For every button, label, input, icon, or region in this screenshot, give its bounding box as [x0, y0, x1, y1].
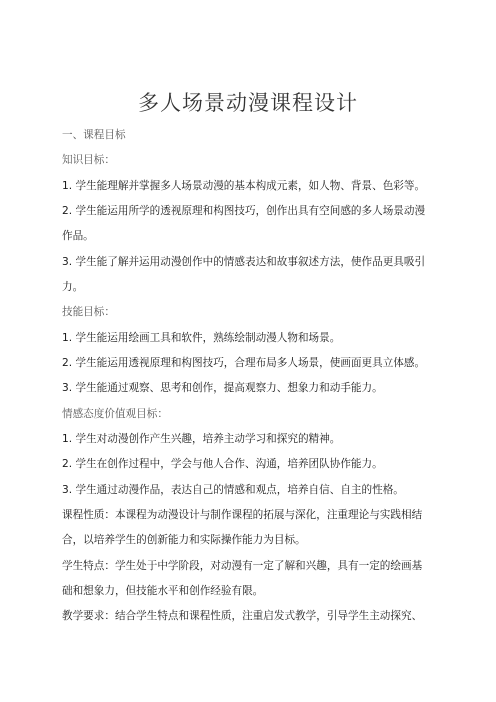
paragraph-line: 1. 学生能理解并掌握多人场景动漫的基本构成元素，如人物、背景、色彩等。: [62, 180, 426, 192]
subheading-skills: 技能目标：: [62, 306, 115, 318]
document-title: 多人场景动漫课程设计: [138, 91, 358, 115]
paragraph-line: 教学要求：结合学生特点和课程性质，注重启发式教学，引导学生主动探究、: [62, 610, 423, 622]
paragraph-line: 3. 学生通过动漫作品，表达自己的情感和观点，培养自信、自主的性格。: [62, 484, 404, 496]
paragraph-line: 作品。: [62, 230, 94, 242]
paragraph-line: 1. 学生对动漫创作产生兴趣，培养主动学习和探究的精神。: [62, 433, 341, 445]
subheading-knowledge: 知识目标：: [62, 154, 115, 166]
paragraph-line: 础和想象力，但技能水平和创作经验有限。: [62, 585, 264, 597]
subheading-attitude: 情感态度价值观目标：: [62, 408, 168, 420]
paragraph-line: 学生特点：学生处于中学阶段，对动漫有一定了解和兴趣，具有一定的绘画基: [62, 560, 423, 572]
section-heading: 一、课程目标: [62, 129, 126, 141]
paragraph-line: 2. 学生在创作过程中，学会与他人合作、沟通，培养团队协作能力。: [62, 458, 383, 470]
paragraph-line: 1. 学生能运用绘画工具和软件，熟练绘制动漫人物和场景。: [62, 332, 341, 344]
paragraph-line: 3. 学生能通过观察、思考和创作，提高观察力、想象力和动手能力。: [62, 382, 383, 394]
paragraph-line: 课程性质：本课程为动漫设计与制作课程的拓展与深化，注重理论与实践相结: [62, 509, 423, 521]
paragraph-line: 2. 学生能运用所学的透视原理和构图技巧，创作出具有空间感的多人场景动漫: [62, 205, 426, 217]
paragraph-line: 3. 学生能了解并运用动漫创作中的情感表达和故事叙述方法，使作品更具吸引: [62, 256, 426, 268]
paragraph-line: 力。: [62, 281, 84, 293]
paragraph-line: 2. 学生能运用透视原理和构图技巧，合理布局多人场景，使画面更具立体感。: [62, 357, 426, 369]
paragraph-line: 合，以培养学生的创新能力和实际操作能力为目标。: [62, 534, 306, 546]
